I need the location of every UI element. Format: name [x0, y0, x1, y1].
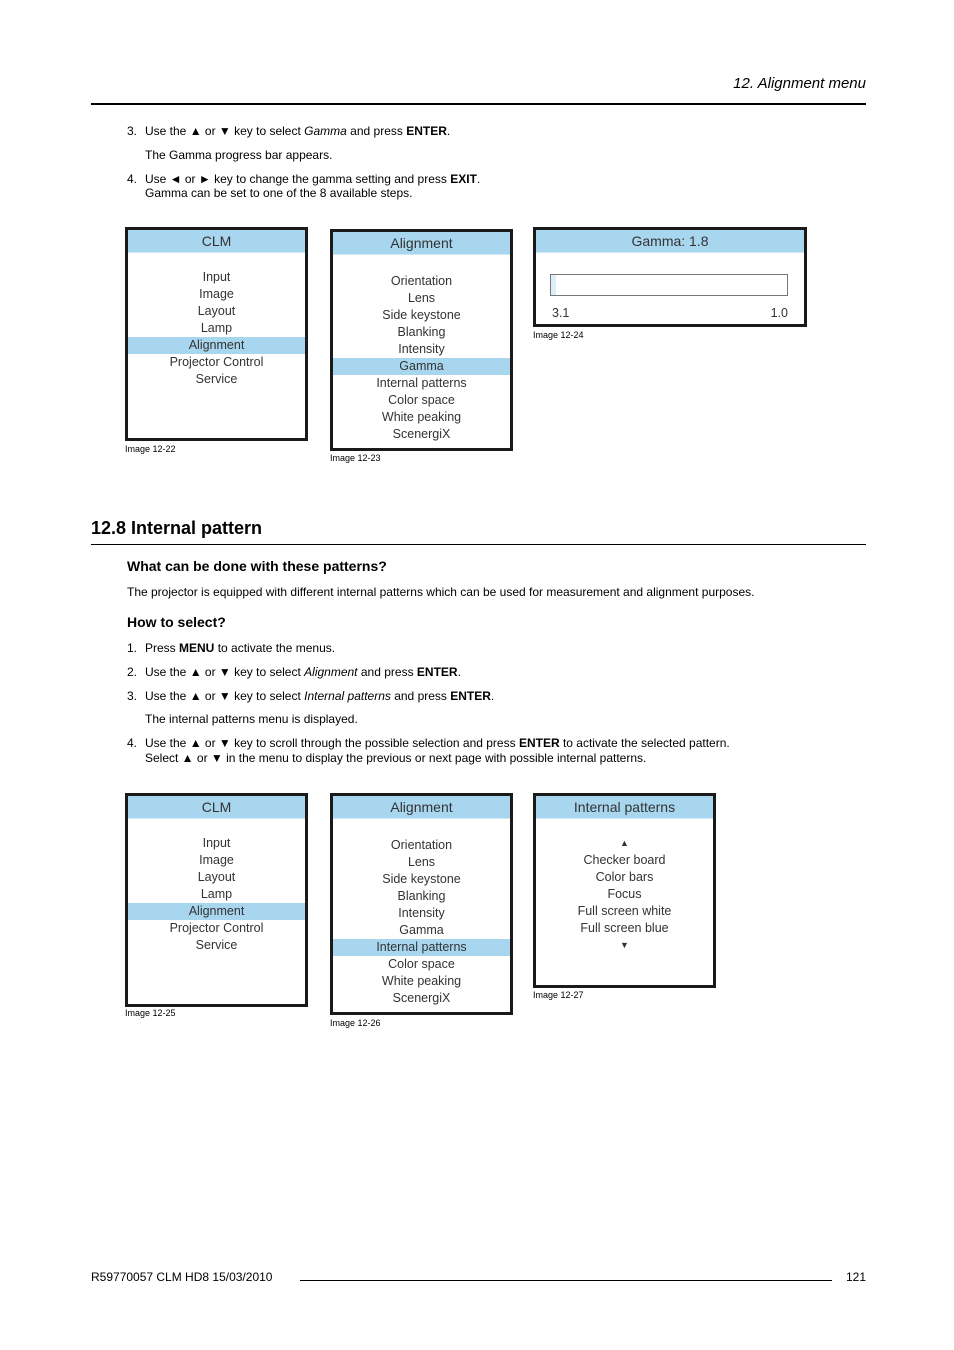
menu-item-service: Service	[195, 938, 238, 952]
page-number: 121	[845, 1270, 866, 1284]
section-rule	[91, 544, 866, 545]
menu-item-orientation: Orientation	[390, 838, 453, 852]
step-3-result: The internal patterns menu is displayed.	[145, 712, 358, 726]
menu-item-side-keystone: Side keystone	[382, 872, 461, 886]
menu-item-projector-control: Projector Control	[169, 921, 264, 935]
menu-item-service: Service	[195, 372, 238, 386]
osd-title: CLM	[128, 796, 305, 819]
figure-caption: Image 12-26	[330, 1018, 381, 1028]
osd-internal-patterns-menu	[533, 793, 716, 988]
osd-clm-menu	[125, 227, 308, 441]
menu-item-input: Input	[202, 836, 231, 850]
menu-item-white-peaking: White peaking	[381, 974, 462, 988]
menu-item-full-screen-blue: Full screen blue	[580, 921, 669, 935]
menu-item-intensity: Intensity	[398, 342, 445, 356]
menu-item-layout: Layout	[197, 304, 236, 318]
menu-item-scenergix: ScenergiX	[392, 427, 451, 441]
menu-item-internal-patterns: Internal patterns	[376, 376, 467, 390]
menu-item-lens: Lens	[407, 855, 436, 869]
menu-item-blanking: Blanking	[397, 889, 446, 903]
menu-item-gamma: Gamma	[333, 358, 510, 375]
menu-item-lens: Lens	[407, 291, 436, 305]
gamma-progress-bar	[550, 274, 788, 296]
osd-menu-list	[536, 835, 713, 954]
menu-item-side-keystone: Side keystone	[382, 308, 461, 322]
menu-item-image: Image	[199, 853, 234, 867]
menu-item-color-space: Color space	[388, 393, 455, 407]
menu-item-full-screen-white: Full screen white	[577, 904, 672, 918]
subheading-how: How to select?	[127, 614, 226, 630]
figure-caption: Image 12-27	[533, 990, 584, 1000]
osd-alignment-menu	[330, 793, 513, 1015]
menu-item-color-space: Color space	[388, 957, 455, 971]
gamma-progress-fill	[551, 275, 556, 295]
step-4-top: 4. Use ◄ or ► key to change the gamma setting and press EXIT. Gamma can be set to one of the 8 available steps.	[127, 172, 481, 200]
menu-item-alignment: Alignment	[128, 903, 305, 920]
gamma-min-label: 3.1	[552, 306, 570, 320]
menu-item-layout: Layout	[197, 870, 236, 884]
scroll-up-arrow-icon: ▲	[620, 838, 629, 848]
menu-item-color-bars: Color bars	[595, 870, 654, 884]
scroll-down-arrow-icon: ▼	[620, 940, 629, 950]
section-title: 12.8 Internal pattern	[91, 518, 263, 538]
footer-doc-id: R59770057 CLM HD8 15/03/2010	[91, 1270, 273, 1284]
what-paragraph: The projector is equipped with different internal patterns which can be used for measurement and alignment purposes.	[127, 585, 755, 599]
menu-item-input: Input	[202, 270, 231, 284]
osd-title: CLM	[128, 230, 305, 253]
menu-item-scenergix: ScenergiX	[392, 991, 451, 1005]
menu-item-image: Image	[199, 287, 234, 301]
osd-menu-list	[128, 269, 305, 388]
osd-alignment-menu	[330, 229, 513, 451]
menu-item-alignment: Alignment	[128, 337, 305, 354]
menu-item-orientation: Orientation	[390, 274, 453, 288]
osd-title: Gamma: 1.8	[536, 230, 804, 253]
step-3-result: The Gamma progress bar appears.	[145, 148, 333, 162]
step-3: 3. Use the ▲ or ▼ key to select Internal patterns and press ENTER.	[127, 689, 495, 703]
menu-item-lamp: Lamp	[200, 321, 233, 335]
subheading-what: What can be done with these patterns?	[127, 558, 387, 574]
menu-item-lamp: Lamp	[200, 887, 233, 901]
osd-menu-list	[333, 273, 510, 443]
chapter-title: 12. Alignment menu	[733, 75, 866, 92]
figure-caption: Image 12-25	[125, 1008, 176, 1018]
menu-item-checker-board: Checker board	[583, 853, 666, 867]
osd-title: Alignment	[333, 796, 510, 819]
osd-clm-menu	[125, 793, 308, 1007]
figure-caption: Image 12-23	[330, 453, 381, 463]
step-3-top: 3. Use the ▲ or ▼ key to select Gamma and press ENTER.	[127, 124, 451, 138]
menu-item-blanking: Blanking	[397, 325, 446, 339]
footer-rule	[300, 1280, 832, 1281]
menu-item-internal-patterns: Internal patterns	[333, 939, 510, 956]
osd-title: Alignment	[333, 232, 510, 255]
figure-caption: Image 12-22	[125, 444, 176, 454]
step-2: 2. Use the ▲ or ▼ key to select Alignment and press ENTER.	[127, 665, 461, 679]
figure-caption: Image 12-24	[533, 330, 584, 340]
menu-item-intensity: Intensity	[398, 906, 445, 920]
gamma-max-label: 1.0	[770, 306, 788, 320]
menu-item-white-peaking: White peaking	[381, 410, 462, 424]
step-1: 1. Press MENU to activate the menus.	[127, 641, 336, 655]
menu-item-projector-control: Projector Control	[169, 355, 264, 369]
menu-item-gamma: Gamma	[399, 923, 444, 937]
osd-title: Internal patterns	[536, 796, 713, 819]
osd-menu-list	[128, 835, 305, 954]
step-4: 4. Use the ▲ or ▼ key to scroll through the possible selection and press ENTER to activate the selected pattern. Select ▲ or ▼ in the menu to display the previous or next page with possible internal patterns.	[127, 736, 730, 765]
menu-item-focus: Focus	[607, 887, 642, 901]
osd-gamma-progress	[533, 227, 807, 327]
header-rule	[91, 103, 866, 105]
osd-menu-list	[333, 837, 510, 1007]
